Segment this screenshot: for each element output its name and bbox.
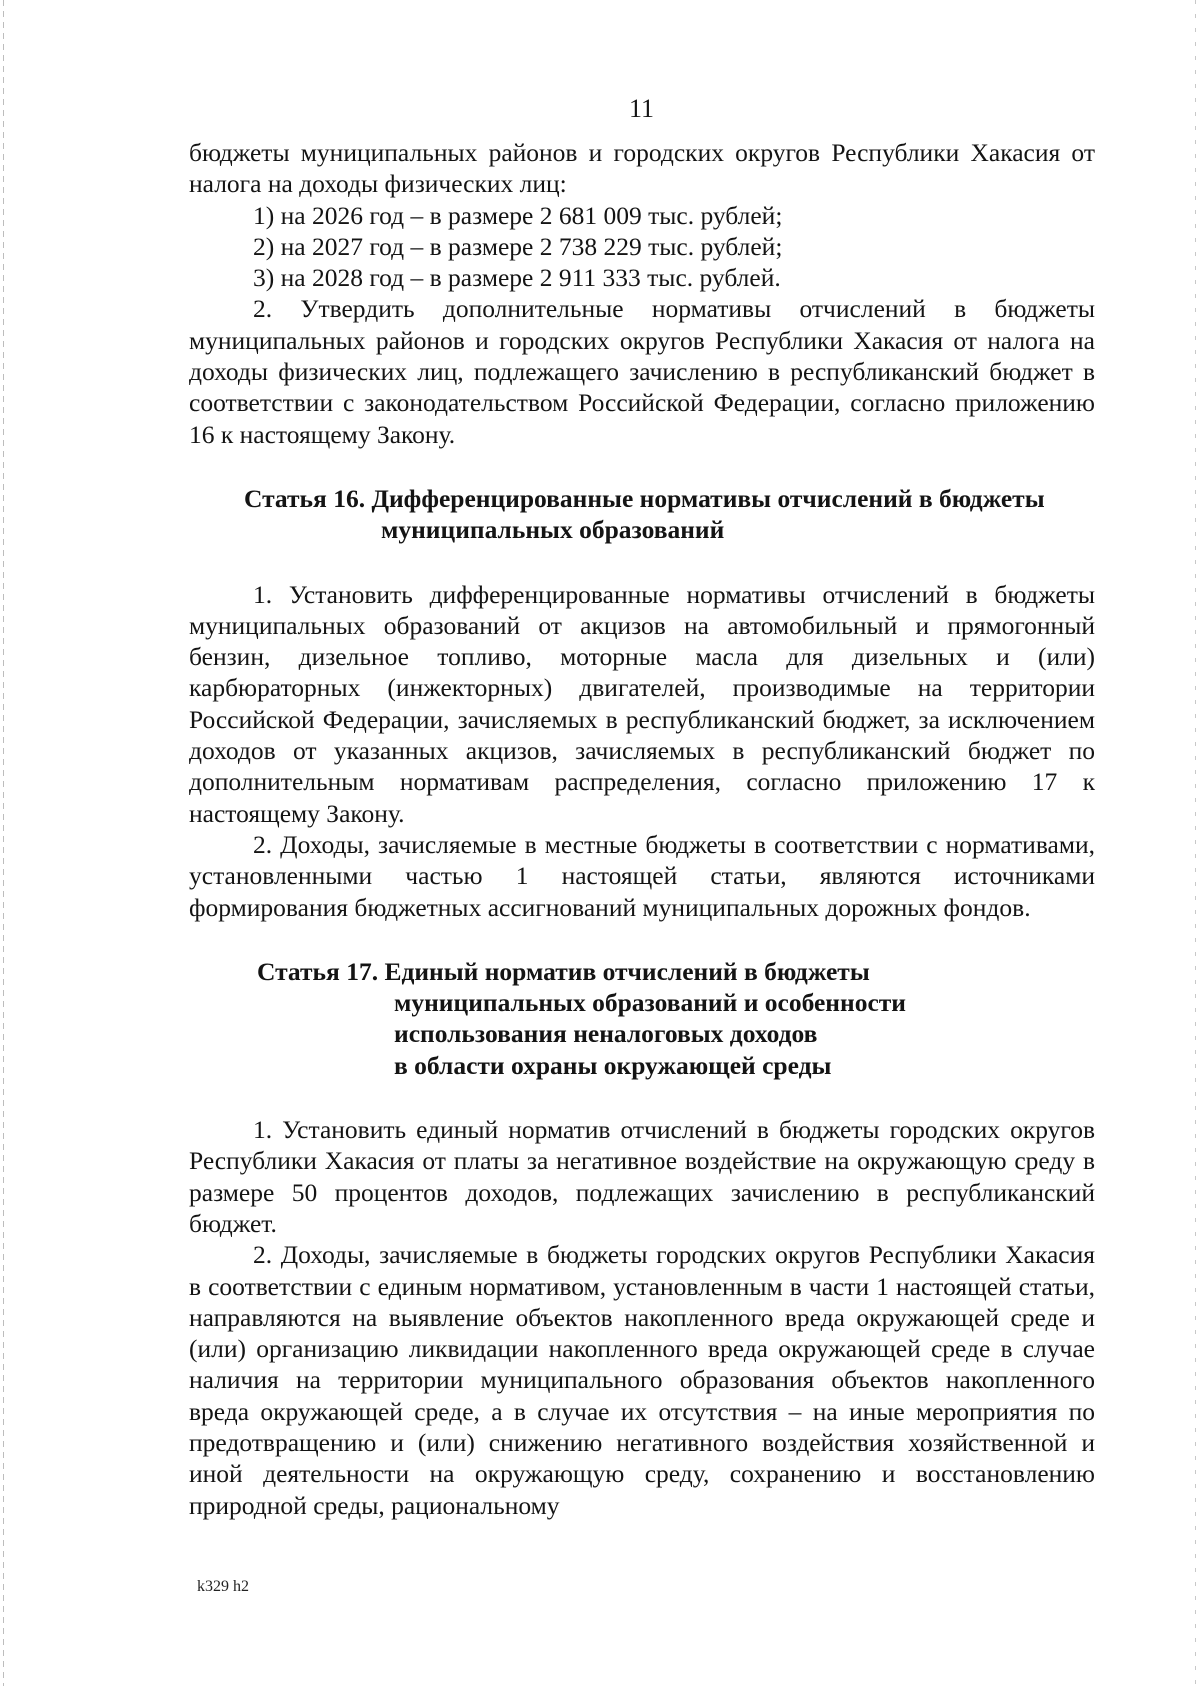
paragraph-intro: бюджеты муниципальных районов и городских округов Республики Хакасия от налога на доходы физических лиц: (189, 138, 1095, 199)
list-item: 2) на 2027 год – в размере 2 738 229 тыс. рублей; (253, 231, 783, 261)
article-16-paragraph-2: 2. Доходы, зачисляемые в местные бюджеты в соответствии с нормативами, установленными частью 1 настоящей статьи, являются источниками формирования бюджетных ассигнований муниципальных дорожных фондов. (189, 829, 1095, 922)
article-17-heading (189, 956, 1095, 1081)
page-number: 11 (628, 94, 655, 123)
article-17-paragraph-1: 1. Установить единый норматив отчислений в бюджеты городских округов Республики Хакасия от платы за негативное воздействие на окружающую среду в размере 50 процентов доходов, подлежащих зачислению в республиканский бюджет. (189, 1115, 1095, 1238)
article-17-title-line-1: Статья 17. Единый норматив отчислений в бюджеты (257, 956, 870, 986)
article-17-paragraph-2: 2. Доходы, зачисляемые в бюджеты городских округов Республики Хакасия в соответствии с единым нормативом, установленным в части 1 настоящей статьи, направляются на выявление объектов накопленного вреда окружающей среде и (или) организацию ликвидации накопленного вреда окружающей среде в случае наличия на территории муниципального образования объектов накопленного вреда окружающей среде, а в случае их отсутствия – на иные мероприятия по предотвращению и (или) снижению негативного воздействия хозяйственной и иной деятельности на окружающую среду, сохранению и восстановлению природной среды, рациональному (189, 1240, 1095, 1520)
article-16-paragraph-1: 1. Установить дифференцированные нормативы отчислений в бюджеты муниципальных образований от акцизов на автомобильный и прямогонный бензин, дизельное топливо, моторные масла для дизельных и (или) карбюраторных (инжекторных) двигателей, производимые на территории Российской Федерации, зачисляемых в республиканский бюджет, за исключением доходов от указанных акцизов, зачисляемых в республиканский бюджет по дополнительным нормативам распределения, согласно приложению 17 к настоящему Закону. (189, 579, 1095, 828)
article-16-title-line-1: Статья 16. Дифференцированные нормативы отчислений в бюджеты (244, 483, 1045, 513)
article-16-title-line-2: муниципальных образований (381, 515, 725, 545)
document-body (189, 137, 1095, 1521)
article-17-title-line-4: в области охраны окружающей среды (394, 1050, 832, 1080)
article-16-heading (189, 483, 1095, 546)
footer-document-code: k329 h2 (197, 1578, 249, 1595)
paragraph-item-2: 2. Утвердить дополнительные нормативы отчислений в бюджеты муниципальных районов и городских округов Республики Хакасия от налога на доходы физических лиц, подлежащего зачислению в республиканский бюджет в соответствии с законодательством Российской Федерации, согласно приложению 16 к настоящему Закону. (189, 294, 1095, 449)
article-17-title-line-2: муниципальных образований и особенности (394, 988, 906, 1018)
article-17-title-line-3: использования неналоговых доходов (394, 1019, 818, 1049)
scan-edge-left (3, 0, 4, 1686)
list-item: 1) на 2026 год – в размере 2 681 009 тыс. рублей; (253, 200, 783, 230)
scan-edge-right (1195, 0, 1196, 1686)
list-item: 3) на 2028 год – в размере 2 911 333 тыс. рублей. (253, 263, 781, 293)
